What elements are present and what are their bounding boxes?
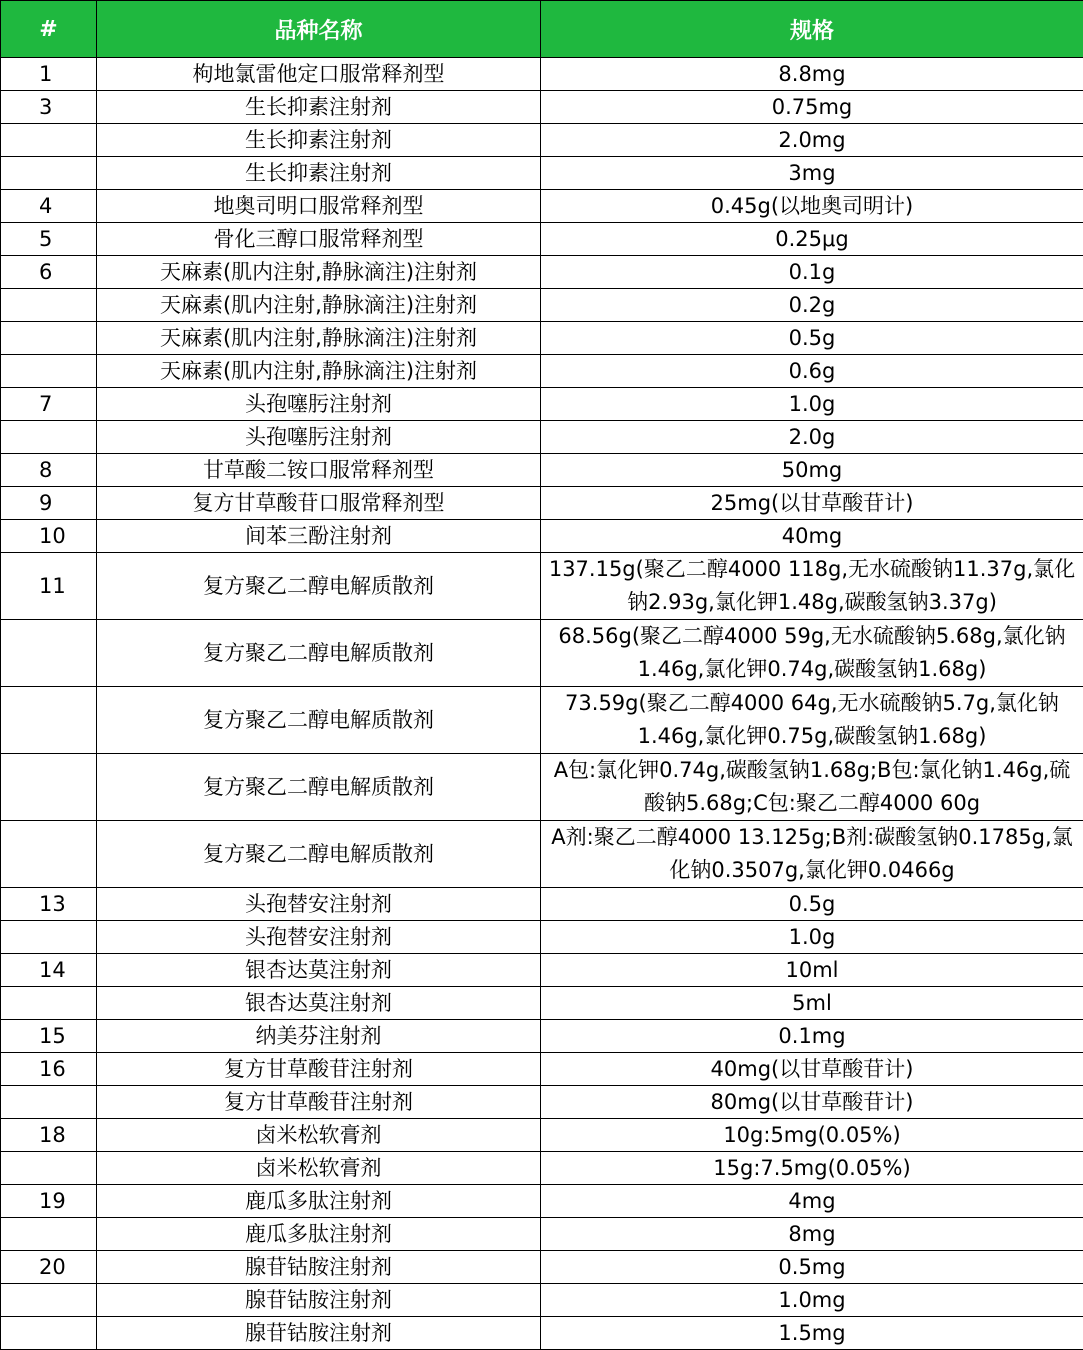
row-number (1, 355, 97, 388)
table-row (1, 520, 1083, 553)
header-number: # (1, 1, 97, 58)
drug-specification: 2.0mg (541, 124, 1083, 157)
row-number (1, 421, 97, 454)
row-number (1, 987, 97, 1020)
table-row (1, 322, 1083, 355)
drug-specification: 1.5mg (541, 1317, 1083, 1350)
row-number (1, 289, 97, 322)
drug-specification: 15g:7.5mg(0.05%) (541, 1152, 1083, 1185)
table-row (1, 921, 1083, 954)
table-row (1, 388, 1083, 421)
drug-specification: 80mg(以甘草酸苷计) (541, 1086, 1083, 1119)
drug-name: 地奥司明口服常释剂型 (97, 190, 541, 223)
header-row (1, 1, 1083, 58)
drug-name: 卤米松软膏剂 (97, 1152, 541, 1185)
table-row (1, 687, 1083, 754)
drug-name: 复方聚乙二醇电解质散剂 (97, 754, 541, 821)
table-row (1, 124, 1083, 157)
drug-specification: 8.8mg (541, 58, 1083, 91)
drug-name: 生长抑素注射剂 (97, 157, 541, 190)
drug-specification: 25mg(以甘草酸苷计) (541, 487, 1083, 520)
drug-name: 头孢噻肟注射剂 (97, 388, 541, 421)
row-number: 8 (1, 454, 97, 487)
row-number: 13 (1, 888, 97, 921)
drug-specification: 0.6g (541, 355, 1083, 388)
table-row (1, 190, 1083, 223)
drug-name: 纳美芬注射剂 (97, 1020, 541, 1053)
drug-specification: 0.75mg (541, 91, 1083, 124)
drug-name: 生长抑素注射剂 (97, 124, 541, 157)
drug-specification: 0.1mg (541, 1020, 1083, 1053)
drug-name: 天麻素(肌内注射,静脉滴注)注射剂 (97, 322, 541, 355)
drug-specification: 0.5g (541, 322, 1083, 355)
table-row (1, 1020, 1083, 1053)
row-number: 5 (1, 223, 97, 256)
drug-name: 天麻素(肌内注射,静脉滴注)注射剂 (97, 355, 541, 388)
drug-specification: 10g:5mg(0.05%) (541, 1119, 1083, 1152)
table-row (1, 157, 1083, 190)
drug-specification: 4mg (541, 1185, 1083, 1218)
table-row (1, 256, 1083, 289)
header-drug-name: 品种名称 (97, 1, 541, 58)
drug-specification: 73.59g(聚乙二醇4000 64g,无水硫酸钠5.7g,氯化钠1.46g,氯化钾0.75g,碳酸氢钠1.68g) (541, 687, 1083, 754)
table-row (1, 754, 1083, 821)
header-specification: 规格 (541, 1, 1083, 58)
drug-specification: 2.0g (541, 421, 1083, 454)
drug-name: 鹿瓜多肽注射剂 (97, 1185, 541, 1218)
drug-specification: 0.25μg (541, 223, 1083, 256)
table-row (1, 1152, 1083, 1185)
table-row (1, 355, 1083, 388)
drug-name: 复方甘草酸苷口服常释剂型 (97, 487, 541, 520)
row-number: 4 (1, 190, 97, 223)
drug-name: 头孢替安注射剂 (97, 888, 541, 921)
drug-name: 复方甘草酸苷注射剂 (97, 1053, 541, 1086)
drug-specification: 1.0g (541, 388, 1083, 421)
drug-specification: 0.2g (541, 289, 1083, 322)
drug-specification: 5ml (541, 987, 1083, 1020)
drug-name: 甘草酸二铵口服常释剂型 (97, 454, 541, 487)
row-number (1, 821, 97, 888)
row-number: 20 (1, 1251, 97, 1284)
table-row (1, 454, 1083, 487)
drug-specification: 10ml (541, 954, 1083, 987)
table-row (1, 987, 1083, 1020)
drug-name: 腺苷钴胺注射剂 (97, 1251, 541, 1284)
table-row (1, 620, 1083, 687)
row-number (1, 1284, 97, 1317)
table-row (1, 1119, 1083, 1152)
row-number (1, 124, 97, 157)
drug-specification: 137.15g(聚乙二醇4000 118g,无水硫酸钠11.37g,氯化钠2.93g,氯化钾1.48g,碳酸氢钠3.37g) (541, 553, 1083, 620)
row-number (1, 620, 97, 687)
drug-specification: A包:氯化钾0.74g,碳酸氢钠1.68g;B包:氯化钠1.46g,硫酸钠5.68g;C包:聚乙二醇4000 60g (541, 754, 1083, 821)
drug-name: 骨化三醇口服常释剂型 (97, 223, 541, 256)
row-number (1, 157, 97, 190)
drug-name: 复方聚乙二醇电解质散剂 (97, 553, 541, 620)
row-number: 1 (1, 58, 97, 91)
drug-name: 枸地氯雷他定口服常释剂型 (97, 58, 541, 91)
drug-name: 银杏达莫注射剂 (97, 954, 541, 987)
drug-name: 复方聚乙二醇电解质散剂 (97, 687, 541, 754)
drug-name: 腺苷钴胺注射剂 (97, 1317, 541, 1350)
table-row (1, 1185, 1083, 1218)
table-row (1, 1053, 1083, 1086)
drug-name: 鹿瓜多肽注射剂 (97, 1218, 541, 1251)
row-number (1, 1152, 97, 1185)
drug-name: 生长抑素注射剂 (97, 91, 541, 124)
drug-specification: 3mg (541, 157, 1083, 190)
row-number (1, 921, 97, 954)
drug-specification: 0.5mg (541, 1251, 1083, 1284)
row-number: 9 (1, 487, 97, 520)
row-number (1, 1218, 97, 1251)
drug-specification: 40mg(以甘草酸苷计) (541, 1053, 1083, 1086)
row-number: 3 (1, 91, 97, 124)
table-row (1, 91, 1083, 124)
row-number (1, 1086, 97, 1119)
drug-name: 复方聚乙二醇电解质散剂 (97, 821, 541, 888)
table-row (1, 954, 1083, 987)
drug-name: 卤米松软膏剂 (97, 1119, 541, 1152)
drug-name: 天麻素(肌内注射,静脉滴注)注射剂 (97, 289, 541, 322)
drug-name: 银杏达莫注射剂 (97, 987, 541, 1020)
row-number: 19 (1, 1185, 97, 1218)
drug-specification: 0.5g (541, 888, 1083, 921)
table-row (1, 821, 1083, 888)
row-number (1, 754, 97, 821)
drug-specification: A剂:聚乙二醇4000 13.125g;B剂:碳酸氢钠0.1785g,氯化钠0.3507g,氯化钾0.0466g (541, 821, 1083, 888)
drug-specification: 0.1g (541, 256, 1083, 289)
table-body (1, 58, 1083, 1350)
drug-specification: 8mg (541, 1218, 1083, 1251)
row-number: 7 (1, 388, 97, 421)
drug-name: 头孢替安注射剂 (97, 921, 541, 954)
table-row (1, 1086, 1083, 1119)
table-row (1, 289, 1083, 322)
row-number (1, 322, 97, 355)
drug-name: 天麻素(肌内注射,静脉滴注)注射剂 (97, 256, 541, 289)
table-row (1, 223, 1083, 256)
table-row (1, 553, 1083, 620)
drug-specification: 68.56g(聚乙二醇4000 59g,无水硫酸钠5.68g,氯化钠1.46g,氯化钾0.74g,碳酸氢钠1.68g) (541, 620, 1083, 687)
table-row (1, 888, 1083, 921)
row-number: 6 (1, 256, 97, 289)
row-number: 11 (1, 553, 97, 620)
drug-specification: 0.45g(以地奥司明计) (541, 190, 1083, 223)
row-number: 18 (1, 1119, 97, 1152)
drug-name: 复方甘草酸苷注射剂 (97, 1086, 541, 1119)
table-row (1, 1218, 1083, 1251)
row-number: 16 (1, 1053, 97, 1086)
drug-name: 腺苷钴胺注射剂 (97, 1284, 541, 1317)
drug-specification: 50mg (541, 454, 1083, 487)
drug-name: 复方聚乙二醇电解质散剂 (97, 620, 541, 687)
table-row (1, 1251, 1083, 1284)
drug-specification: 1.0g (541, 921, 1083, 954)
drug-specification: 1.0mg (541, 1284, 1083, 1317)
table-row (1, 58, 1083, 91)
drug-name: 间苯三酚注射剂 (97, 520, 541, 553)
drug-name: 头孢噻肟注射剂 (97, 421, 541, 454)
row-number: 10 (1, 520, 97, 553)
row-number: 15 (1, 1020, 97, 1053)
table-row (1, 487, 1083, 520)
table-row (1, 1284, 1083, 1317)
table-row (1, 421, 1083, 454)
row-number: 14 (1, 954, 97, 987)
row-number (1, 687, 97, 754)
drug-specification: 40mg (541, 520, 1083, 553)
